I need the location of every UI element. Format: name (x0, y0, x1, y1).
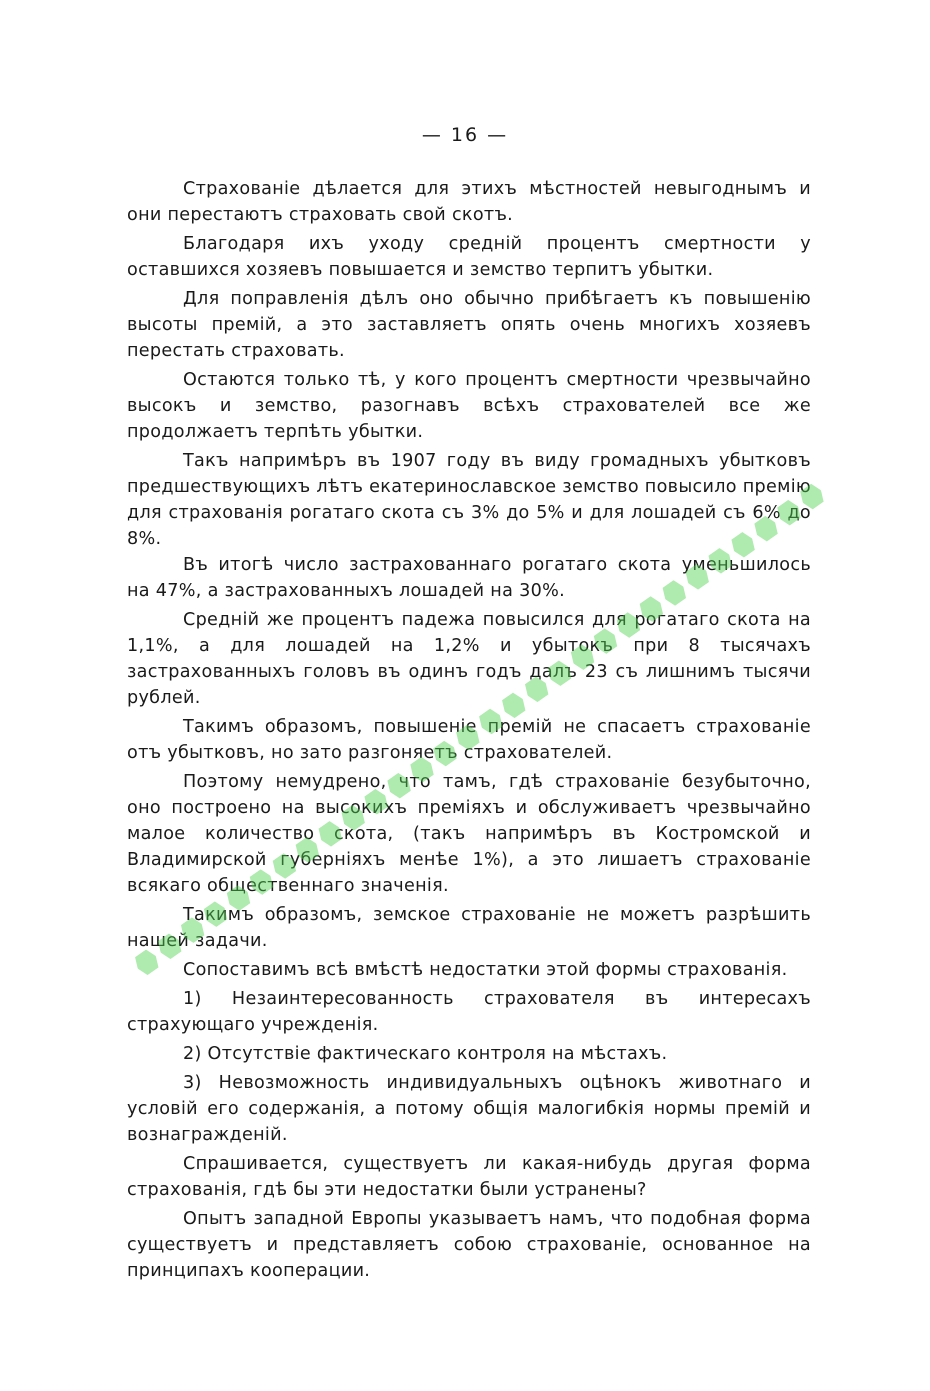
paragraph: Спрашивается, существуетъ ли какая-нибудь другая форма страхованія, гдѣ бы эти недостатки были устранены? (127, 1154, 811, 1200)
paragraph: Для поправленія дѣлъ оно обычно прибѣгаетъ къ повышенію высоты премій, а это заставляетъ опять очень многихъ хозяевъ перестать страховать. (127, 289, 811, 361)
list-item: 1) Незаинтересованность страхователя въ интересахъ страхующаго учрежденія. (127, 989, 811, 1035)
paragraph: Остаются только тѣ, у кого процентъ смертности чрезвычайно высокъ и земство, разогнавъ всѣхъ страхователей все же продолжаетъ терпѣть убытки. (127, 370, 811, 442)
paragraph: Въ итогѣ число застрахованнаго рогатаго скота уменьшилось на 47%, а застрахованныхъ лошадей на 30%. (127, 555, 811, 601)
paragraph: Сопоставимъ всѣ вмѣстѣ недостатки этой формы страхованія. (183, 960, 788, 980)
document-body (127, 176, 811, 1284)
paragraph: Поэтому немудрено, что тамъ, гдѣ страхованіе безубыточно, оно построено на высокихъ преміяхъ и обслуживаетъ чрезвычайно малое количество скота, (такъ напримѣръ въ Костромской и Владимирской губерніяхъ менѣе 1%), а это лишаетъ страхованіе всякаго общественнаго значенія. (127, 772, 811, 896)
page-number: — 16 — (421, 124, 509, 146)
paragraph: Такимъ образомъ, повышеніе премій не спасаетъ страхованіе отъ убытковъ, но зато разгоняетъ страхователей. (127, 717, 811, 763)
paragraph: Такимъ образомъ, земское страхованіе не можетъ разрѣшить нашей задачи. (127, 905, 811, 951)
paragraph: Такъ напримѣръ въ 1907 году въ виду громадныхъ убытковъ предшествующихъ лѣтъ екатеринославское земство повысило премію для страхованія рогатаго скота съ 3% до 5% и для лошадей съ 6% до 8%. (127, 451, 812, 549)
list-item: 3) Невозможность индивидуальныхъ оцѣнокъ животнаго и условій его содержанія, а потому общія малогибкія нормы премій и вознагражденій. (127, 1073, 811, 1145)
list-item: 2) Отсутствіе фактическаго контроля на мѣстахъ. (183, 1044, 668, 1064)
paragraph: Благодаря ихъ уходу средній процентъ смертности у оставшихся хозяевъ повышается и земство терпитъ убытки. (127, 234, 811, 280)
paragraph: Средній же процентъ падежа повысился для рогатаго скота на 1,1%, а для лошадей на 1,2% и убытокъ при 8 тысячахъ застрахованныхъ головъ въ одинъ годъ далъ 23 съ лишнимъ тысячи рублей. (127, 610, 811, 708)
paragraph: Опытъ западной Европы указываетъ намъ, что подобная форма существуетъ и представляетъ собою страхованіе, основанное на принципахъ кооперации. (127, 1209, 811, 1281)
paragraph: Страхованіе дѣлается для этихъ мѣстностей невыгоднымъ и они перестаютъ страховать свой скотъ. (127, 179, 811, 225)
